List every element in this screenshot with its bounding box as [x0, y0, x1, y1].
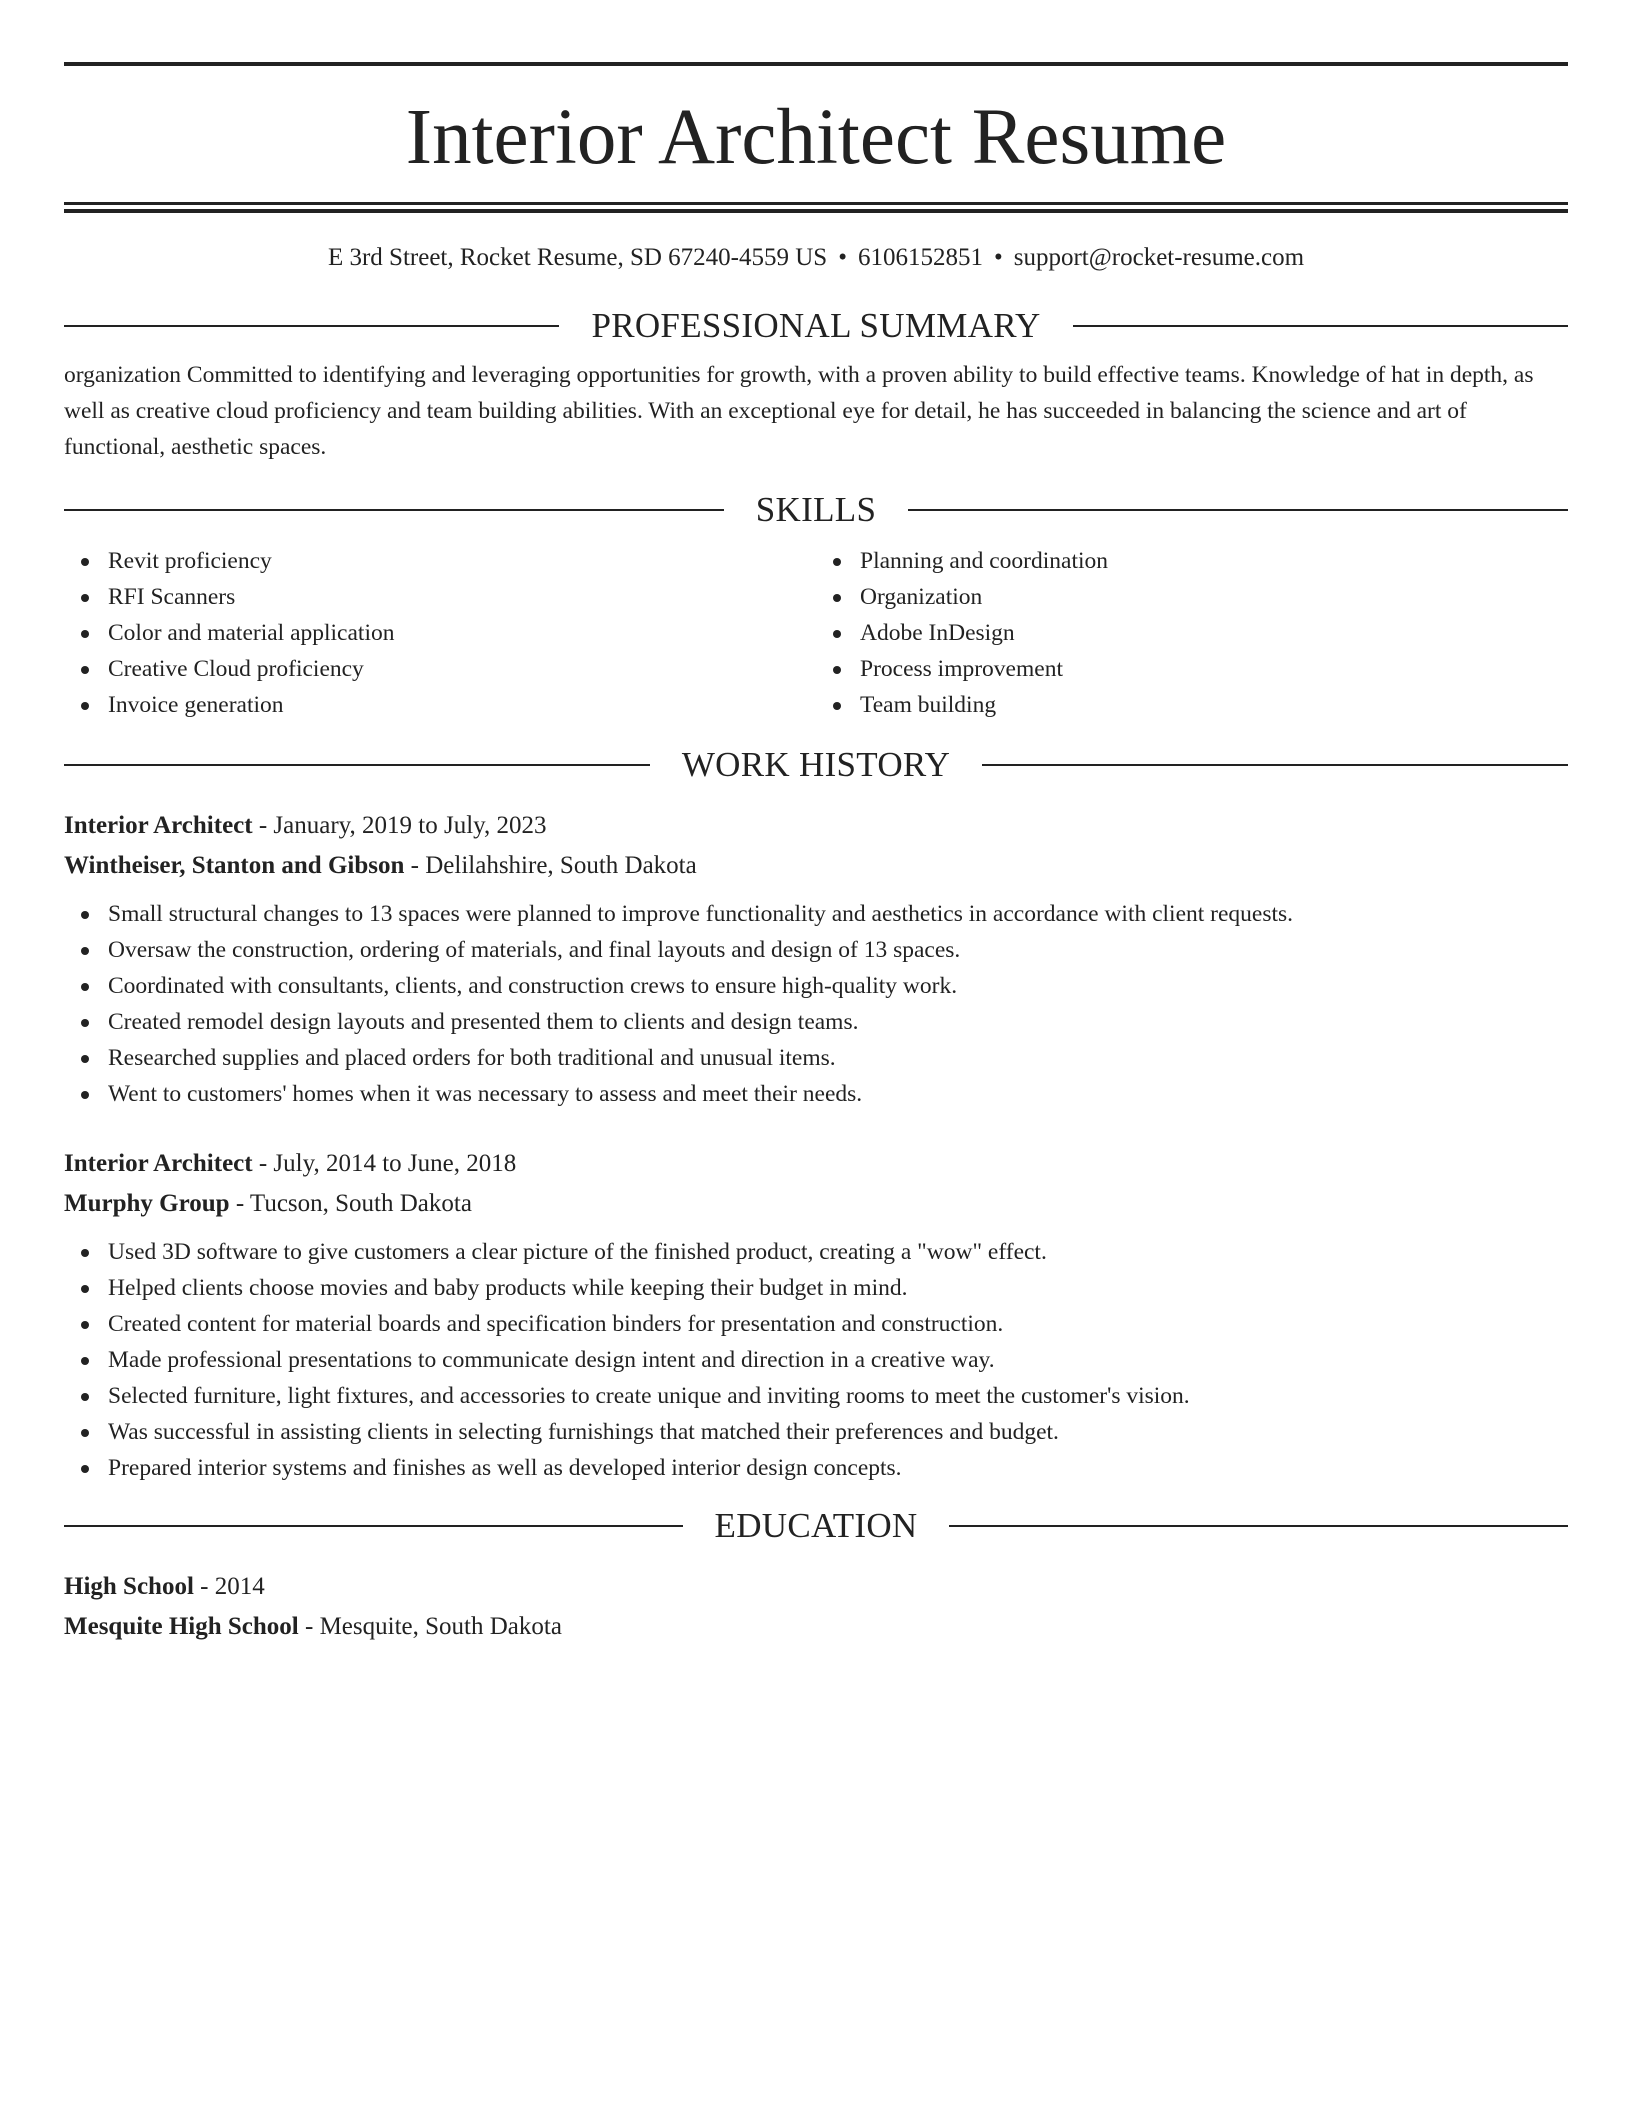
job-bullet: Researched supplies and placed orders for both traditional and unusual items.	[108, 1040, 1568, 1076]
skill-item: Creative Cloud proficiency	[108, 651, 816, 687]
job-bullet: Coordinated with consultants, clients, and construction crews to ensure high-quality work.	[108, 968, 1568, 1004]
job-company-line	[64, 846, 1568, 886]
job-title: Interior Architect	[64, 1150, 253, 1177]
contact-separator: •	[838, 244, 847, 271]
skill-item: Planning and coordination	[860, 543, 1568, 579]
skill-item: Invoice generation	[108, 687, 816, 723]
job-bullet: Used 3D software to give customers a clear picture of the finished product, creating a "wow" effect.	[108, 1234, 1568, 1270]
education-year: - 2014	[193, 1573, 265, 1600]
job-title: Interior Architect	[64, 812, 253, 839]
job-entry	[64, 806, 1568, 1112]
job-bullet: Helped clients choose movies and baby products while keeping their budget in mind.	[108, 1270, 1568, 1306]
contact-address: E 3rd Street, Rocket Resume, SD 67240-4559 US	[327, 244, 828, 271]
resume-page	[64, 62, 1568, 1647]
job-dates: - July, 2014 to June, 2018	[252, 1150, 517, 1177]
skills-column-left	[64, 543, 816, 723]
skill-item: Organization	[860, 579, 1568, 615]
section-heading-skills	[64, 490, 1568, 530]
heading-rule	[64, 764, 650, 766]
heading-rule	[64, 325, 559, 327]
heading-rule	[982, 764, 1568, 766]
section-title: WORK HISTORY	[681, 745, 951, 784]
section-title: EDUCATION	[714, 1506, 918, 1545]
education-school-line	[64, 1607, 1568, 1647]
job-entry	[64, 1144, 1568, 1486]
heading-rule	[908, 509, 1568, 511]
job-bullet: Made professional presentations to communicate design intent and direction in a creative way.	[108, 1342, 1568, 1378]
education-school: Mesquite High School	[64, 1613, 299, 1640]
skill-item: Color and material application	[108, 615, 816, 651]
skills-column-right	[816, 543, 1568, 723]
job-bullet: Oversaw the construction, ordering of materials, and final layouts and design of 13 spaces.	[108, 932, 1568, 968]
job-bullet: Created remodel design layouts and presented them to clients and design teams.	[108, 1004, 1568, 1040]
heading-rule	[64, 509, 724, 511]
job-title-line	[64, 1144, 1568, 1184]
job-title-line	[64, 806, 1568, 846]
contact-phone: 6106152851	[857, 244, 983, 271]
resume-title: Interior Architect Resume	[405, 94, 1227, 181]
job-dates: - January, 2019 to July, 2023	[252, 812, 547, 839]
heading-rule	[64, 1525, 683, 1527]
top-rule	[64, 62, 1568, 66]
skills-list	[64, 543, 1568, 723]
job-location: - Delilahshire, South Dakota	[404, 852, 697, 879]
education-entry	[64, 1567, 1568, 1647]
skill-item: Adobe InDesign	[860, 615, 1568, 651]
job-bullet: Went to customers' homes when it was necessary to assess and meet their needs.	[108, 1076, 1568, 1112]
skill-item: Process improvement	[860, 651, 1568, 687]
job-bullets	[64, 896, 1568, 1112]
skill-item: Team building	[860, 687, 1568, 723]
contact-line	[64, 242, 1568, 274]
job-company-line	[64, 1184, 1568, 1224]
skill-item: RFI Scanners	[108, 579, 816, 615]
job-bullet: Prepared interior systems and finishes as well as developed interior design concepts.	[108, 1450, 1568, 1486]
title-double-rule	[64, 202, 1568, 213]
contact-email: support@rocket-resume.com	[1013, 244, 1305, 271]
section-title: SKILLS	[755, 490, 877, 529]
job-company: Wintheiser, Stanton and Gibson	[64, 852, 405, 879]
job-bullet: Was successful in assisting clients in selecting furnishings that matched their preferences and budget.	[108, 1414, 1568, 1450]
summary-text: organization Committed to identifying and leveraging opportunities for growth, with a proven ability to build effective teams. Knowledge of hat in depth, as well as creative cloud proficiency and team building abilities. With an exceptional eye for detail, he has succeeded in balancing the science and art of functional, aesthetic spaces.	[64, 362, 1534, 460]
job-location: - Tucson, South Dakota	[229, 1190, 472, 1217]
section-title: PROFESSIONAL SUMMARY	[591, 306, 1041, 345]
section-heading-work	[64, 745, 1568, 785]
education-degree-line	[64, 1567, 1568, 1607]
heading-rule	[949, 1525, 1568, 1527]
contact-separator: •	[993, 244, 1003, 271]
heading-rule	[1073, 325, 1568, 327]
education-location: - Mesquite, South Dakota	[298, 1613, 562, 1640]
job-bullet: Selected furniture, light fixtures, and accessories to create unique and inviting rooms to meet the customer's vision.	[108, 1378, 1568, 1414]
job-bullet: Small structural changes to 13 spaces were planned to improve functionality and aesthetics in accordance with client requests.	[108, 896, 1568, 932]
job-company: Murphy Group	[64, 1190, 230, 1217]
job-bullets	[64, 1234, 1568, 1486]
education-degree: High School	[64, 1573, 194, 1600]
section-heading-summary	[64, 306, 1568, 346]
skill-item: Revit proficiency	[108, 543, 816, 579]
job-bullet: Created content for material boards and specification binders for presentation and construction.	[108, 1306, 1568, 1342]
section-heading-education	[64, 1506, 1568, 1546]
